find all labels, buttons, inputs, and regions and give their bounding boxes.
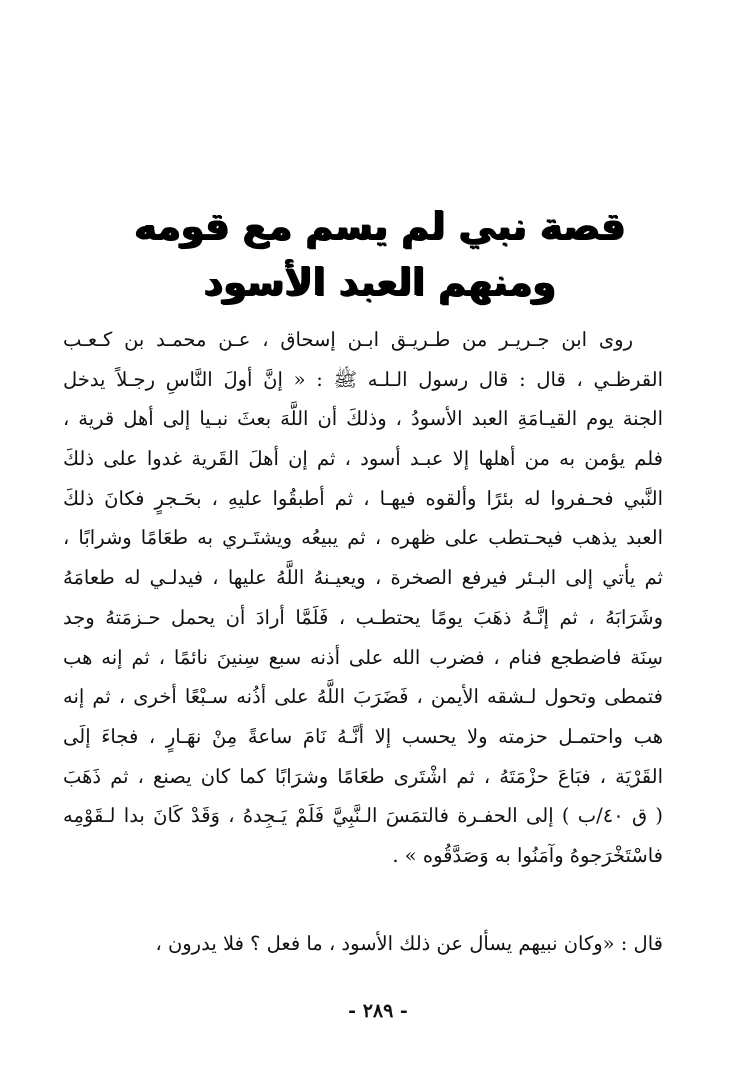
page-number: - ٢٨٩ -	[348, 1000, 408, 1022]
text-line: هب واحتمـل حزمته ولا يحسب إلا أنَّـهُ نَامَ ساعةً مِنْ نهَـارٍ ، فجاءَ إلَى	[63, 724, 663, 748]
text-line: فتمطى وتحول لـشقه الأيمن ، فَضَرَبَ اللَّهُ على أذُنه سـبْعًا أخرى ، ثم إنه	[63, 685, 663, 709]
chapter-title-line-1: قصة نبي لم يسم مع قومه	[134, 204, 626, 248]
text-line: ثم يأتي إلى البـئر فيرفع الصخرة ، ويعيـنهُ اللَّهُ عليها ، فيدلـي له طعامَهُ	[63, 566, 663, 590]
text-line: النَّبي فحـفروا له بئرًا وألقوه فيهـا ، ثم أطبقُوا عليهِ ، بحَـجرٍ فكانَ ذلكَ	[63, 486, 663, 510]
text-line: فلم يؤمن به من أهلها إلا عبـد أسود ، ثم إن أهلَ القَرية غدوا على ذلكَ	[63, 447, 663, 471]
text-line: القرظـي ، قال : قال رسول الـلـه ﷺ : « إنَّ أولَ النَّاسِ رجـلاً يدخل	[63, 367, 663, 391]
body-paragraph	[63, 320, 663, 876]
chapter-title	[120, 198, 640, 310]
text-line: الجنة يوم القيـامَةِ العبد الأسودُ ، وذلكَ أن اللَّهَ بعثَ نبـيا إلى أهل قرية ،	[63, 407, 663, 431]
text-line: سِنَة فاضطجع فنام ، فضرب الله على أذنه سبع سِنينَ نائمًا ، ثم إنه هب	[63, 645, 663, 669]
text-line: روى ابن جـريـر من طـريـق ابـن إسحاق ، عـن محمـد بن كـعـب	[63, 328, 633, 351]
text-line: وشَرَابَهُ ، ثم إنَّـهُ ذهَبَ يومًا يحتطـب ، فَلَمَّا أرادَ أن يحمل حـزمَتهُ وجد	[63, 605, 663, 629]
text-line: فاسْتَخْرَجوهُ وآمَنُوا به وَصَدَّقُوه » .	[392, 843, 663, 867]
closing-paragraph: قال : «وكان نبيهم يسأل عن ذلك الأسود ، ما فعل ؟ فلا يدرون ،	[155, 932, 663, 955]
text-line: القَرْيَة ، فبَاعَ حزْمَتَهُ ، ثم اشْتَرى طعَامًا وشرَابًا كما كان يصنع ، ثم ذَهَبَ	[63, 764, 663, 788]
text-line: ( ق ٤٠/ب ) إلى الحفـرة فالتمَسَ الـنَّبِيَّ فَلَمْ يَـجِدهُ ، وَقَدْ كَانَ بدا لـقَوْمِه	[63, 804, 663, 828]
text-line: العبد يذهب فيحـتطب على ظهره ، ثم يبيعُه ويشتَـري به طعَامًا وشرابًا ،	[63, 526, 663, 550]
chapter-title-line-2: ومنهم العبد الأسود	[203, 260, 557, 304]
